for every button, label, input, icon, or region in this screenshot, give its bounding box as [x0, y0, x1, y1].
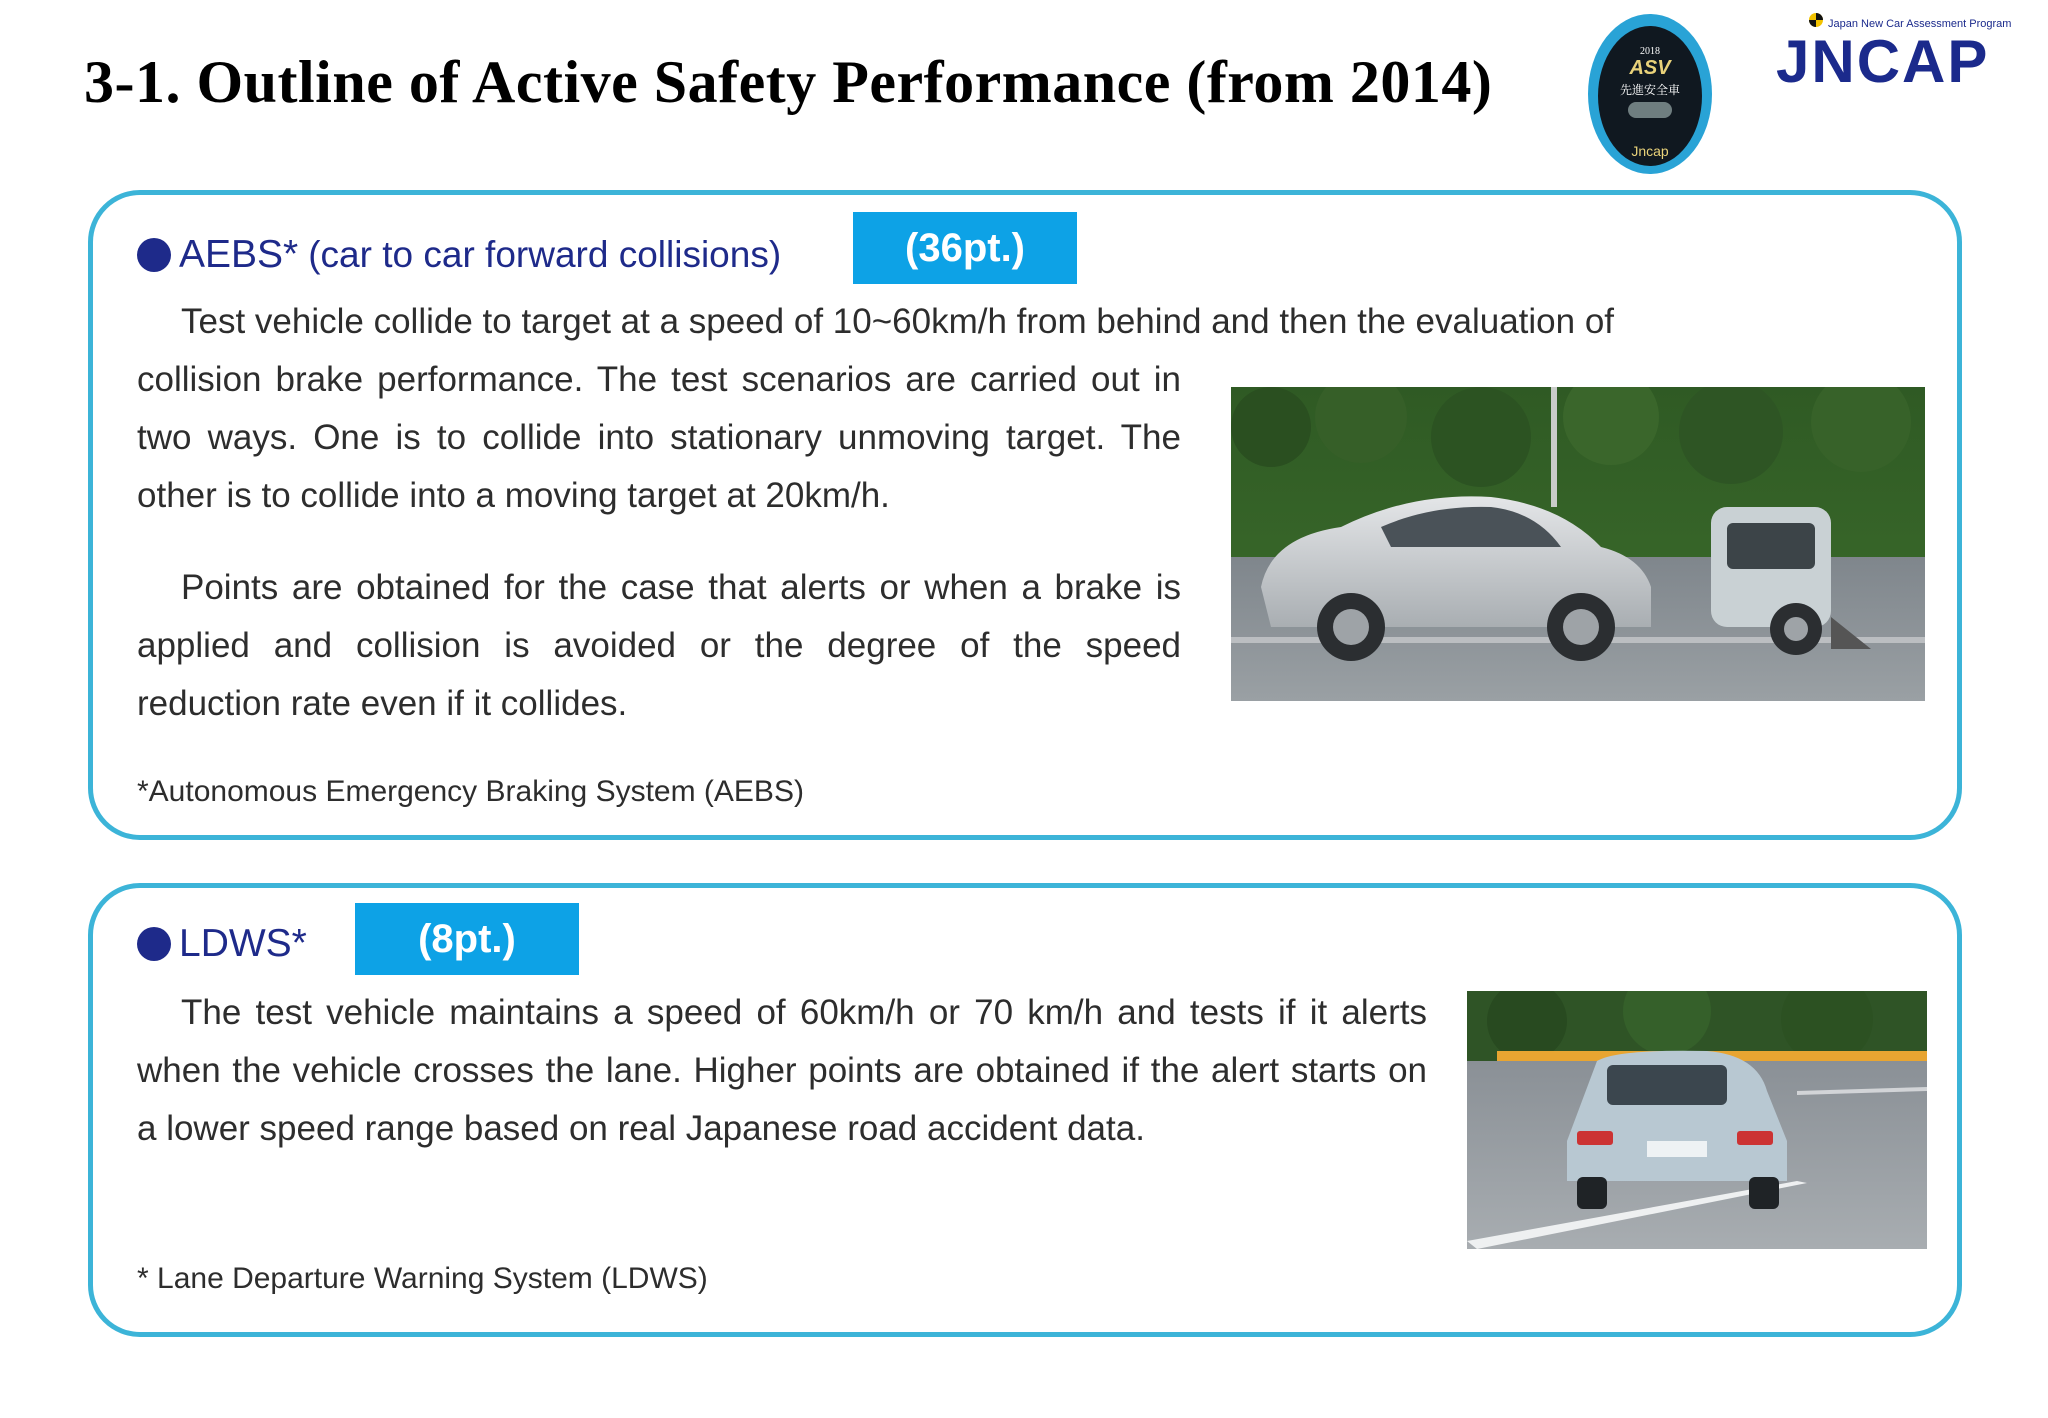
aebs-title: AEBS*: [179, 233, 299, 276]
ldws-points-box: (8pt.): [355, 903, 579, 975]
aebs-line1: Test vehicle collide to target at a speed of 10~60km/h from behind and then the evaluation of: [181, 302, 1615, 341]
ldws-heading: [137, 922, 307, 966]
aebs-subtitle: (car to car forward collisions): [308, 234, 782, 275]
logo-name: JNCAP: [1776, 28, 1990, 90]
aebs-para2: Points are obtained for the case that alerts or when a brake is applied and collision is avoided or the degree of the speed reduction rate even if it collides.: [137, 568, 1181, 723]
aebs-para1: collision brake performance. The test scenarios are carried out in two ways. One is to collide into stationary unmoving target. The other is to collide into a moving target at 20km/h.: [137, 360, 1181, 515]
ldws-footnote: * Lane Departure Warning System (LDWS): [137, 1262, 708, 1295]
badge-text: ASV: [1629, 57, 1671, 79]
aebs-points-box: (36pt.): [853, 212, 1077, 284]
page-title: 3-1. Outline of Active Safety Performance (from 2014): [84, 49, 1493, 115]
ldws-para: The test vehicle maintains a speed of 60km/h or 70 km/h and tests if it alerts when the vehicle crosses the lane. Higher points are obtained if the alert starts on a lower speed range based on real Japanese road accident data.: [137, 993, 1427, 1148]
ldws-title: LDWS*: [179, 922, 307, 965]
ldws-section: [88, 883, 1962, 1337]
logo-tagline: Japan New Car Assessment Program: [1828, 18, 2012, 30]
aebs-heading: [137, 233, 781, 277]
aebs-section: [88, 190, 1962, 840]
badge-brand: Jncap: [1631, 143, 1669, 159]
badge-year: 2018: [1640, 46, 1660, 57]
aebs-footnote: *Autonomous Emergency Braking System (AEBS): [137, 775, 804, 808]
aebs-photo: [1231, 387, 1925, 701]
asv-badge-logo: [1584, 8, 1716, 176]
bullet-icon: [137, 238, 171, 272]
jncap-logo: [1770, 10, 2030, 90]
bullet-icon: [137, 927, 171, 961]
ldws-photo: [1467, 991, 1927, 1249]
badge-sub: 先進安全車: [1619, 83, 1681, 97]
